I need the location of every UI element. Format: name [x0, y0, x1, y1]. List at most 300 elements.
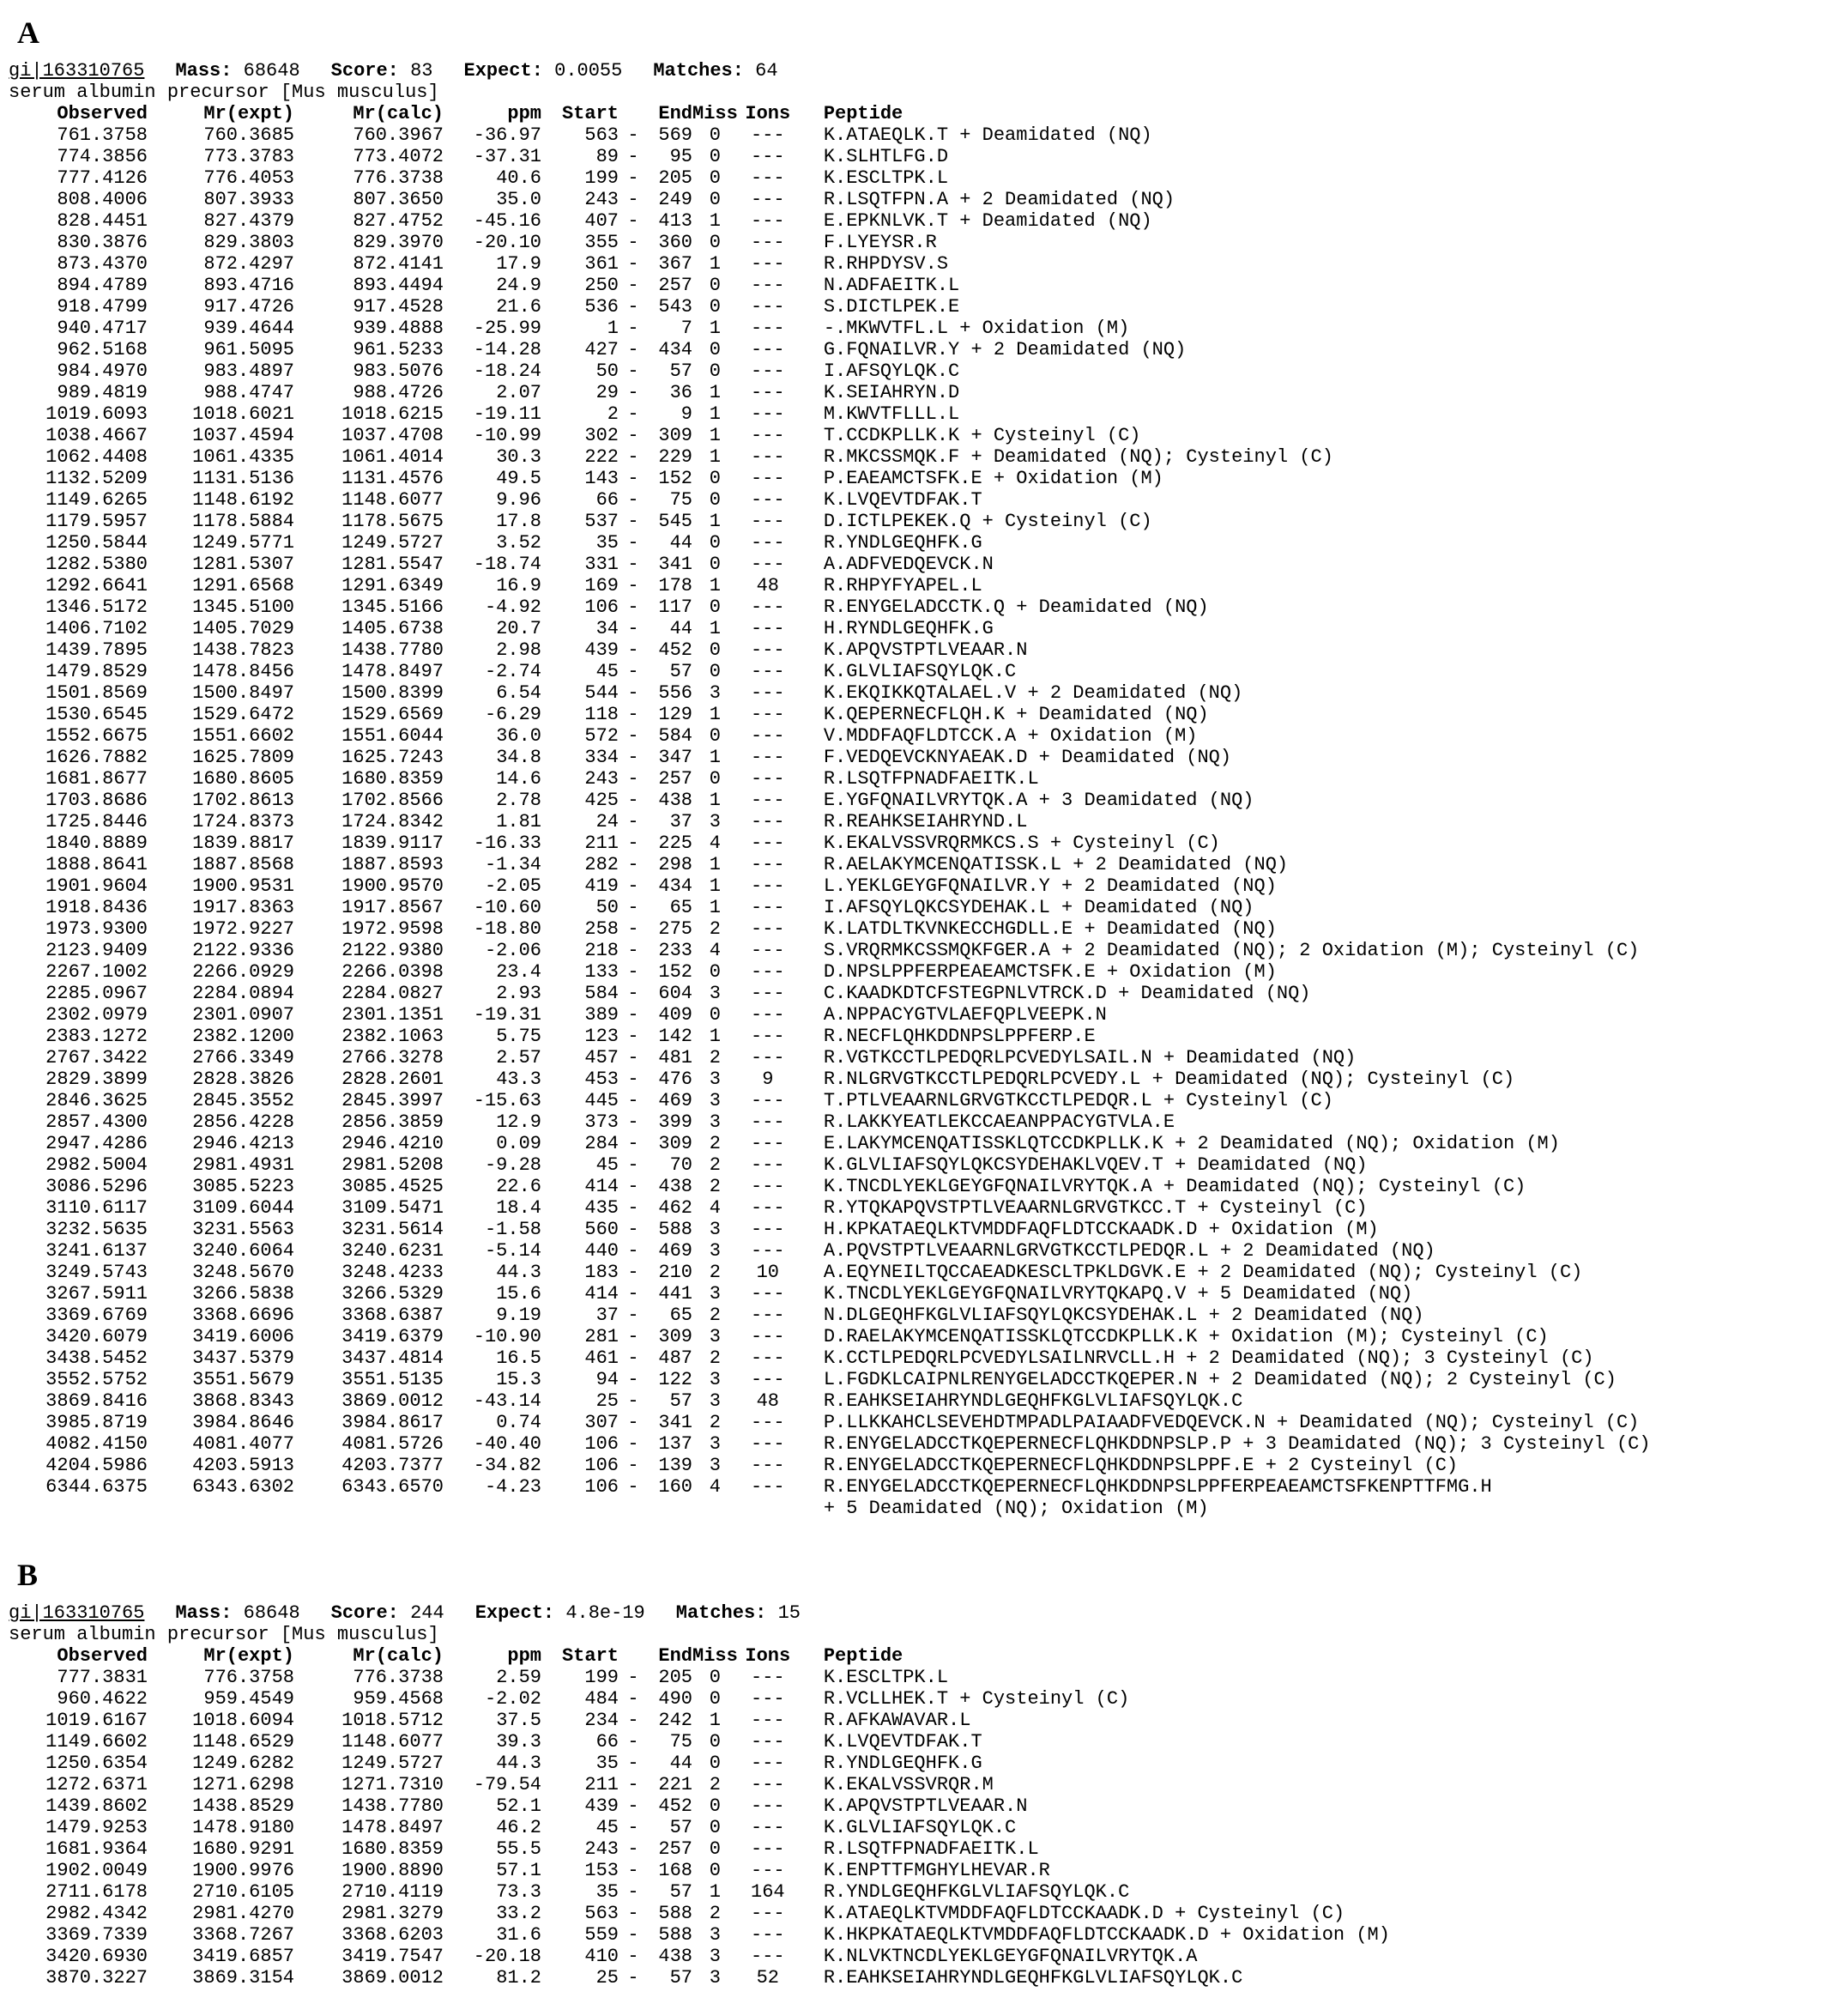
cell-mr-calc: 961.5233	[353, 339, 444, 360]
cell-start: 407	[584, 210, 619, 232]
cell-ions: ---	[751, 1026, 785, 1047]
cell-miss: 0	[709, 661, 721, 682]
cell-peptide: K.ATAEQLK.T + Deamidated (NQ)	[823, 124, 1152, 146]
cell-observed: 3241.6137	[45, 1240, 148, 1262]
cell-ppm: 52.1	[496, 1795, 541, 1817]
cell-mr-calc: 807.3650	[353, 189, 444, 210]
cell-ions: ---	[751, 1219, 785, 1240]
cell-ppm: 57.1	[496, 1860, 541, 1881]
cell-observed: 777.4126	[57, 167, 148, 189]
cell-ions: ---	[751, 768, 785, 790]
mass-value: 68648	[243, 60, 300, 82]
range-separator: -	[627, 1176, 639, 1197]
cell-mr-expt: 3419.6857	[192, 1946, 294, 1967]
cell-ppm: 5.75	[496, 1026, 541, 1047]
cell-start: 66	[595, 1731, 619, 1753]
table-row	[9, 1240, 1651, 1262]
cell-observed: 2846.3625	[45, 1090, 148, 1111]
range-separator: -	[627, 596, 639, 618]
cell-start: 560	[584, 1219, 619, 1240]
cell-peptide: R.AELAKYMCENQATISSK.L + 2 Deamidated (NQ)	[823, 854, 1289, 875]
cell-ions: ---	[751, 446, 785, 468]
cell-mr-calc: 1680.8359	[341, 1838, 444, 1860]
cell-observed: 960.4622	[57, 1688, 148, 1710]
cell-peptide: R.EAHKSEIAHRYNDLGEQHFKGLVLIAFSQYLQK.C	[823, 1390, 1243, 1412]
cell-start: 419	[584, 875, 619, 897]
cell-observed: 2267.1002	[45, 961, 148, 983]
cell-miss: 2	[709, 1262, 721, 1283]
cell-observed: 2982.5004	[45, 1154, 148, 1176]
cell-mr-calc: 3109.5471	[341, 1197, 444, 1219]
cell-mr-expt: 1249.6282	[192, 1753, 294, 1774]
cell-observed: 3249.5743	[45, 1262, 148, 1283]
search-result-header	[9, 60, 1651, 82]
cell-ppm: -19.31	[473, 1004, 541, 1026]
cell-end: 70	[669, 1154, 692, 1176]
cell-start: 45	[595, 1154, 619, 1176]
range-separator: -	[627, 318, 639, 339]
accession-link[interactable]: gi|163310765	[9, 60, 145, 82]
cell-miss: 0	[709, 468, 721, 489]
cell-mr-calc: 893.4494	[353, 275, 444, 296]
column-header-ppm: ppm	[507, 1645, 541, 1667]
cell-start: 106	[584, 1455, 619, 1476]
cell-ppm: 1.81	[496, 811, 541, 832]
cell-start: 284	[584, 1133, 619, 1154]
cell-ions: ---	[751, 1047, 785, 1069]
cell-ppm: -16.33	[473, 832, 541, 854]
cell-peptide: R.AFKAWAVAR.L	[823, 1710, 971, 1731]
table-row	[9, 1860, 1390, 1881]
cell-start: 250	[584, 275, 619, 296]
cell-miss: 2	[709, 918, 721, 940]
cell-start: 143	[584, 468, 619, 489]
column-header-start: Start	[561, 103, 619, 124]
cell-miss: 0	[709, 961, 721, 983]
cell-peptide: K.HKPKATAEQLKTVMDDFAQFLDTCCKAADK.D + Oxidation (M)	[823, 1924, 1390, 1946]
cell-observed: 1132.5209	[45, 468, 148, 489]
panel-b	[9, 1558, 1390, 1989]
cell-mr-expt: 1037.4594	[192, 425, 294, 446]
cell-mr-calc: 2828.2601	[341, 1069, 444, 1090]
cell-miss: 4	[709, 940, 721, 961]
range-separator: -	[627, 403, 639, 425]
cell-start: 211	[584, 1774, 619, 1795]
cell-observed: 2123.9409	[45, 940, 148, 961]
column-header-ions: Ions	[745, 1645, 791, 1667]
table-row	[9, 1838, 1390, 1860]
cell-start: 243	[584, 1838, 619, 1860]
cell-end: 413	[658, 210, 692, 232]
cell-ions: ---	[751, 983, 785, 1004]
cell-miss: 3	[709, 1069, 721, 1090]
cell-ions: 9	[762, 1069, 774, 1090]
matches-label: Matches:	[675, 1602, 767, 1624]
column-header-observed: Observed	[57, 103, 148, 124]
cell-end: 434	[658, 339, 692, 360]
range-separator: -	[627, 253, 639, 275]
cell-start: 307	[584, 1412, 619, 1433]
cell-observed: 3985.8719	[45, 1412, 148, 1433]
table-row	[9, 725, 1651, 747]
cell-mr-calc: 1281.5547	[341, 554, 444, 575]
cell-ions: ---	[751, 425, 785, 446]
cell-observed: 1479.9253	[45, 1817, 148, 1838]
cell-ions: 48	[756, 1390, 780, 1412]
cell-mr-calc: 6343.6570	[341, 1476, 444, 1498]
cell-ions: ---	[751, 1710, 785, 1731]
cell-miss: 2	[709, 1347, 721, 1369]
cell-mr-expt: 917.4726	[203, 296, 294, 318]
cell-ppm: 0.09	[496, 1133, 541, 1154]
cell-ppm: -15.63	[473, 1090, 541, 1111]
cell-mr-calc: 988.4726	[353, 382, 444, 403]
range-separator: -	[627, 1347, 639, 1369]
cell-mr-calc: 1900.8890	[341, 1860, 444, 1881]
range-separator: -	[627, 725, 639, 747]
cell-mr-expt: 1680.9291	[192, 1838, 294, 1860]
cell-mr-calc: 3368.6203	[341, 1924, 444, 1946]
cell-observed: 3110.6117	[45, 1197, 148, 1219]
cell-mr-calc: 2856.3859	[341, 1111, 444, 1133]
cell-miss: 1	[709, 618, 721, 639]
cell-mr-calc: 1625.7243	[341, 747, 444, 768]
table-row	[9, 253, 1651, 275]
cell-ions: ---	[751, 296, 785, 318]
cell-observed: 2947.4286	[45, 1133, 148, 1154]
cell-mr-expt: 2284.0894	[192, 983, 294, 1004]
cell-mr-expt: 983.4897	[203, 360, 294, 382]
cell-ions: ---	[751, 704, 785, 725]
cell-ions: ---	[751, 811, 785, 832]
protein-description: serum albumin precursor [Mus musculus]	[9, 1624, 439, 1645]
cell-miss: 0	[709, 1795, 721, 1817]
cell-ions: ---	[751, 1774, 785, 1795]
cell-start: 199	[584, 167, 619, 189]
table-row	[9, 1176, 1651, 1197]
cell-mr-calc: 3266.5329	[341, 1283, 444, 1305]
cell-mr-expt: 3109.6044	[192, 1197, 294, 1219]
cell-ions: ---	[751, 1154, 785, 1176]
column-header-miss: Miss	[692, 103, 738, 124]
cell-mr-expt: 3231.5563	[192, 1219, 294, 1240]
cell-end: 452	[658, 1795, 692, 1817]
cell-peptide: P.LLKKAHCLSEVEHDTMPADLPAIAADFVEDQEVCK.N + Deamidated (NQ); Cysteinyl (C)	[823, 1412, 1640, 1433]
cell-end: 476	[658, 1069, 692, 1090]
table-row	[9, 468, 1651, 489]
cell-miss: 1	[709, 403, 721, 425]
cell-end: 205	[658, 167, 692, 189]
range-separator: -	[627, 210, 639, 232]
cell-observed: 918.4799	[57, 296, 148, 318]
cell-observed: 1530.6545	[45, 704, 148, 725]
cell-miss: 0	[709, 1688, 721, 1710]
cell-peptide: G.FQNAILVR.Y + 2 Deamidated (NQ)	[823, 339, 1187, 360]
cell-observed: 3369.6769	[45, 1305, 148, 1326]
cell-miss: 0	[709, 360, 721, 382]
panel-letter: B	[17, 1558, 39, 1592]
range-separator	[619, 103, 648, 124]
cell-peptide: K.EKQIKKQTALAEL.V + 2 Deamidated (NQ)	[823, 682, 1243, 704]
table-row	[9, 747, 1651, 768]
table-row	[9, 146, 1651, 167]
cell-ions: ---	[751, 1326, 785, 1347]
cell-end: 438	[658, 1946, 692, 1967]
cell-ppm: 18.4	[496, 1197, 541, 1219]
cell-mr-calc: 959.4568	[353, 1688, 444, 1710]
cell-peptide: R.VGTKCCTLPEDQRLPCVEDYLSAIL.N + Deamidated (NQ)	[823, 1047, 1357, 1069]
cell-ppm: 2.98	[496, 639, 541, 661]
range-separator: -	[627, 1774, 639, 1795]
cell-peptide: R.RHPYFYAPEL.L	[823, 575, 982, 596]
column-header-mr-calc: Mr(calc)	[353, 103, 444, 124]
cell-ppm: -4.92	[484, 596, 541, 618]
cell-ions: ---	[751, 661, 785, 682]
cell-observed: 1681.9364	[45, 1838, 148, 1860]
cell-observed: 1888.8641	[45, 854, 148, 875]
range-separator: -	[627, 1967, 639, 1989]
range-separator: -	[627, 489, 639, 511]
range-separator: -	[627, 1111, 639, 1133]
column-header-observed: Observed	[57, 1645, 148, 1667]
cell-peptide: E.EPKNLVK.T + Deamidated (NQ)	[823, 210, 1152, 232]
cell-mr-expt: 3085.5223	[192, 1176, 294, 1197]
cell-ppm: 35.0	[496, 189, 541, 210]
cell-ppm: -18.24	[473, 360, 541, 382]
cell-observed: 1149.6265	[45, 489, 148, 511]
cell-end: 152	[658, 961, 692, 983]
cell-ppm: -18.80	[473, 918, 541, 940]
cell-mr-calc: 1405.6738	[341, 618, 444, 639]
cell-end: 347	[658, 747, 692, 768]
cell-mr-expt: 2828.3826	[192, 1069, 294, 1090]
cell-mr-expt: 807.3933	[203, 189, 294, 210]
peptide-table-body	[9, 124, 1651, 1519]
cell-miss: 0	[709, 232, 721, 253]
cell-end: 399	[658, 1111, 692, 1133]
cell-end: 9	[680, 403, 692, 425]
cell-observed: 1038.4667	[45, 425, 148, 446]
range-separator: -	[627, 811, 639, 832]
cell-end: 205	[658, 1667, 692, 1688]
cell-mr-calc: 1345.5166	[341, 596, 444, 618]
cell-mr-calc: 1131.4576	[341, 468, 444, 489]
cell-miss: 3	[709, 1390, 721, 1412]
cell-end: 341	[658, 554, 692, 575]
cell-miss: 0	[709, 725, 721, 747]
cell-end: 152	[658, 468, 692, 489]
cell-start: 440	[584, 1240, 619, 1262]
cell-mr-expt: 988.4747	[203, 382, 294, 403]
cell-start: 334	[584, 747, 619, 768]
cell-mr-expt: 1148.6192	[192, 489, 294, 511]
cell-start: 183	[584, 1262, 619, 1283]
cell-mr-calc: 3437.4814	[341, 1347, 444, 1369]
cell-peptide: R.LSQTFPNADFAEITK.L	[823, 768, 1039, 790]
range-separator: -	[627, 1326, 639, 1347]
cell-start: 435	[584, 1197, 619, 1219]
table-row	[9, 1412, 1651, 1433]
cell-miss: 3	[709, 1455, 721, 1476]
cell-start: 199	[584, 1667, 619, 1688]
table-row	[9, 318, 1651, 339]
table-row	[9, 1946, 1390, 1967]
table-row	[9, 1774, 1390, 1795]
table-row	[9, 811, 1651, 832]
cell-end: 481	[658, 1047, 692, 1069]
cell-mr-expt: 1500.8497	[192, 682, 294, 704]
cell-mr-expt: 760.3685	[203, 124, 294, 146]
cell-mr-calc: 1148.6077	[341, 1731, 444, 1753]
peptide-table	[9, 1645, 1390, 1989]
cell-miss: 0	[709, 1860, 721, 1881]
cell-mr-calc: 3085.4525	[341, 1176, 444, 1197]
cell-observed: 2857.4300	[45, 1111, 148, 1133]
range-separator: -	[627, 532, 639, 554]
cell-end: 178	[658, 575, 692, 596]
range-separator: -	[627, 897, 639, 918]
cell-mr-expt: 1551.6602	[192, 725, 294, 747]
range-separator: -	[627, 1795, 639, 1817]
cell-start: 572	[584, 725, 619, 747]
cell-mr-calc: 2766.3278	[341, 1047, 444, 1069]
cell-start: 536	[584, 296, 619, 318]
cell-mr-calc: 4081.5726	[341, 1433, 444, 1455]
cell-mr-calc: 1438.7780	[341, 639, 444, 661]
cell-mr-expt: 2301.0907	[192, 1004, 294, 1026]
cell-end: 438	[658, 1176, 692, 1197]
cell-miss: 3	[709, 1111, 721, 1133]
cell-ions: 164	[751, 1881, 785, 1903]
cell-mr-calc: 1061.4014	[341, 446, 444, 468]
cell-miss: 1	[709, 210, 721, 232]
cell-observed: 2285.0967	[45, 983, 148, 1004]
cell-observed: 1902.0049	[45, 1860, 148, 1881]
cell-mr-expt: 1249.5771	[192, 532, 294, 554]
cell-mr-calc: 939.4888	[353, 318, 444, 339]
cell-ions: 10	[756, 1262, 780, 1283]
cell-mr-calc: 1438.7780	[341, 1795, 444, 1817]
cell-ions: ---	[751, 875, 785, 897]
cell-ppm: 49.5	[496, 468, 541, 489]
cell-start: 355	[584, 232, 619, 253]
range-separator: -	[627, 1455, 639, 1476]
cell-ions: ---	[751, 854, 785, 875]
cell-peptide: R.MKCSSMQK.F + Deamidated (NQ); Cysteinyl (C)	[823, 446, 1333, 468]
cell-mr-expt: 3551.5679	[192, 1369, 294, 1390]
range-separator: -	[627, 768, 639, 790]
cell-ions: ---	[751, 1476, 785, 1498]
cell-mr-expt: 3869.3154	[192, 1967, 294, 1989]
cell-mr-calc: 2382.1063	[341, 1026, 444, 1047]
cell-peptide: K.ATAEQLKTVMDDFAQFLDTCCKAADK.D + Cysteinyl (C)	[823, 1903, 1345, 1924]
cell-miss: 1	[709, 511, 721, 532]
cell-mr-calc: 1680.8359	[341, 768, 444, 790]
cell-observed: 1439.7895	[45, 639, 148, 661]
cell-peptide: -.MKWVTFL.L + Oxidation (M)	[823, 318, 1130, 339]
cell-ppm: 15.3	[496, 1369, 541, 1390]
cell-end: 160	[658, 1476, 692, 1498]
cell-peptide: A.NPPACYGTVLAEFQPLVEEPK.N	[823, 1004, 1107, 1026]
column-header-ppm: ppm	[507, 103, 541, 124]
cell-observed: 1019.6167	[45, 1710, 148, 1731]
cell-ppm: 31.6	[496, 1924, 541, 1946]
cell-mr-expt: 2122.9336	[192, 940, 294, 961]
range-separator: -	[627, 575, 639, 596]
cell-ions: 48	[756, 575, 780, 596]
table-row	[9, 1090, 1651, 1111]
cell-observed: 3420.6079	[45, 1326, 148, 1347]
cell-peptide: T.CCDKPLLK.K + Cysteinyl (C)	[823, 425, 1141, 446]
cell-end: 168	[658, 1860, 692, 1881]
cell-ppm: 33.2	[496, 1903, 541, 1924]
range-separator: -	[627, 618, 639, 639]
cell-start: 234	[584, 1710, 619, 1731]
cell-mr-calc: 2122.9380	[341, 940, 444, 961]
cell-start: 2	[607, 403, 619, 425]
cell-peptide: N.DLGEQHFKGLVLIAFSQYLQKCSYDEHAK.L + 2 Deamidated (NQ)	[823, 1305, 1424, 1326]
cell-end: 257	[658, 275, 692, 296]
table-row	[9, 1476, 1651, 1519]
table-row	[9, 596, 1651, 618]
cell-ppm: -5.14	[484, 1240, 541, 1262]
cell-ppm: -10.60	[473, 897, 541, 918]
cell-miss: 1	[709, 704, 721, 725]
cell-observed: 1250.6354	[45, 1753, 148, 1774]
cell-mr-calc: 2284.0827	[341, 983, 444, 1004]
cell-observed: 761.3758	[57, 124, 148, 146]
accession-link[interactable]: gi|163310765	[9, 1602, 145, 1624]
cell-ions: ---	[751, 940, 785, 961]
cell-start: 537	[584, 511, 619, 532]
cell-end: 309	[658, 425, 692, 446]
cell-ppm: 36.0	[496, 725, 541, 747]
range-separator: -	[627, 1946, 639, 1967]
table-row	[9, 1369, 1651, 1390]
table-row	[9, 1283, 1651, 1305]
cell-peptide: R.NECFLQHKDDNPSLPPFERP.E	[823, 1026, 1096, 1047]
cell-ppm: 9.19	[496, 1305, 541, 1326]
cell-end: 57	[669, 360, 692, 382]
cell-peptide: R.ENYGELADCCTKQEPERNECFLQHKDDNPSLPPF.E + 2 Cysteinyl (C)	[823, 1455, 1459, 1476]
cell-mr-calc: 872.4141	[353, 253, 444, 275]
range-separator: -	[627, 167, 639, 189]
cell-miss: 0	[709, 339, 721, 360]
cell-mr-calc: 3248.4233	[341, 1262, 444, 1283]
matches-value: 15	[777, 1602, 801, 1624]
cell-mr-calc: 760.3967	[353, 124, 444, 146]
cell-observed: 3870.3227	[45, 1967, 148, 1989]
cell-ions: ---	[751, 1860, 785, 1881]
cell-mr-calc: 917.4528	[353, 296, 444, 318]
cell-end: 556	[658, 682, 692, 704]
cell-peptide: T.PTLVEAARNLGRVGTKCCTLPEDQR.L + Cysteinyl (C)	[823, 1090, 1333, 1111]
table-row	[9, 1881, 1390, 1903]
cell-miss: 0	[709, 489, 721, 511]
cell-mr-calc: 1724.8342	[341, 811, 444, 832]
cell-end: 569	[658, 124, 692, 146]
mass-label: Mass:	[175, 60, 233, 82]
cell-miss: 2	[709, 1903, 721, 1924]
cell-ppm: -1.34	[484, 854, 541, 875]
cell-peptide: R.ENYGELADCCTK.Q + Deamidated (NQ)	[823, 596, 1209, 618]
cell-mr-expt: 2266.0929	[192, 961, 294, 983]
cell-peptide: D.RAELAKYMCENQATISSKLQTCCDKPLLK.K + Oxidation (M); Cysteinyl (C)	[823, 1326, 1549, 1347]
cell-end: 44	[669, 618, 692, 639]
cell-peptide: F.LYEYSR.R	[823, 232, 937, 253]
cell-ppm: -20.18	[473, 1946, 541, 1967]
cell-mr-expt: 1405.7029	[192, 618, 294, 639]
